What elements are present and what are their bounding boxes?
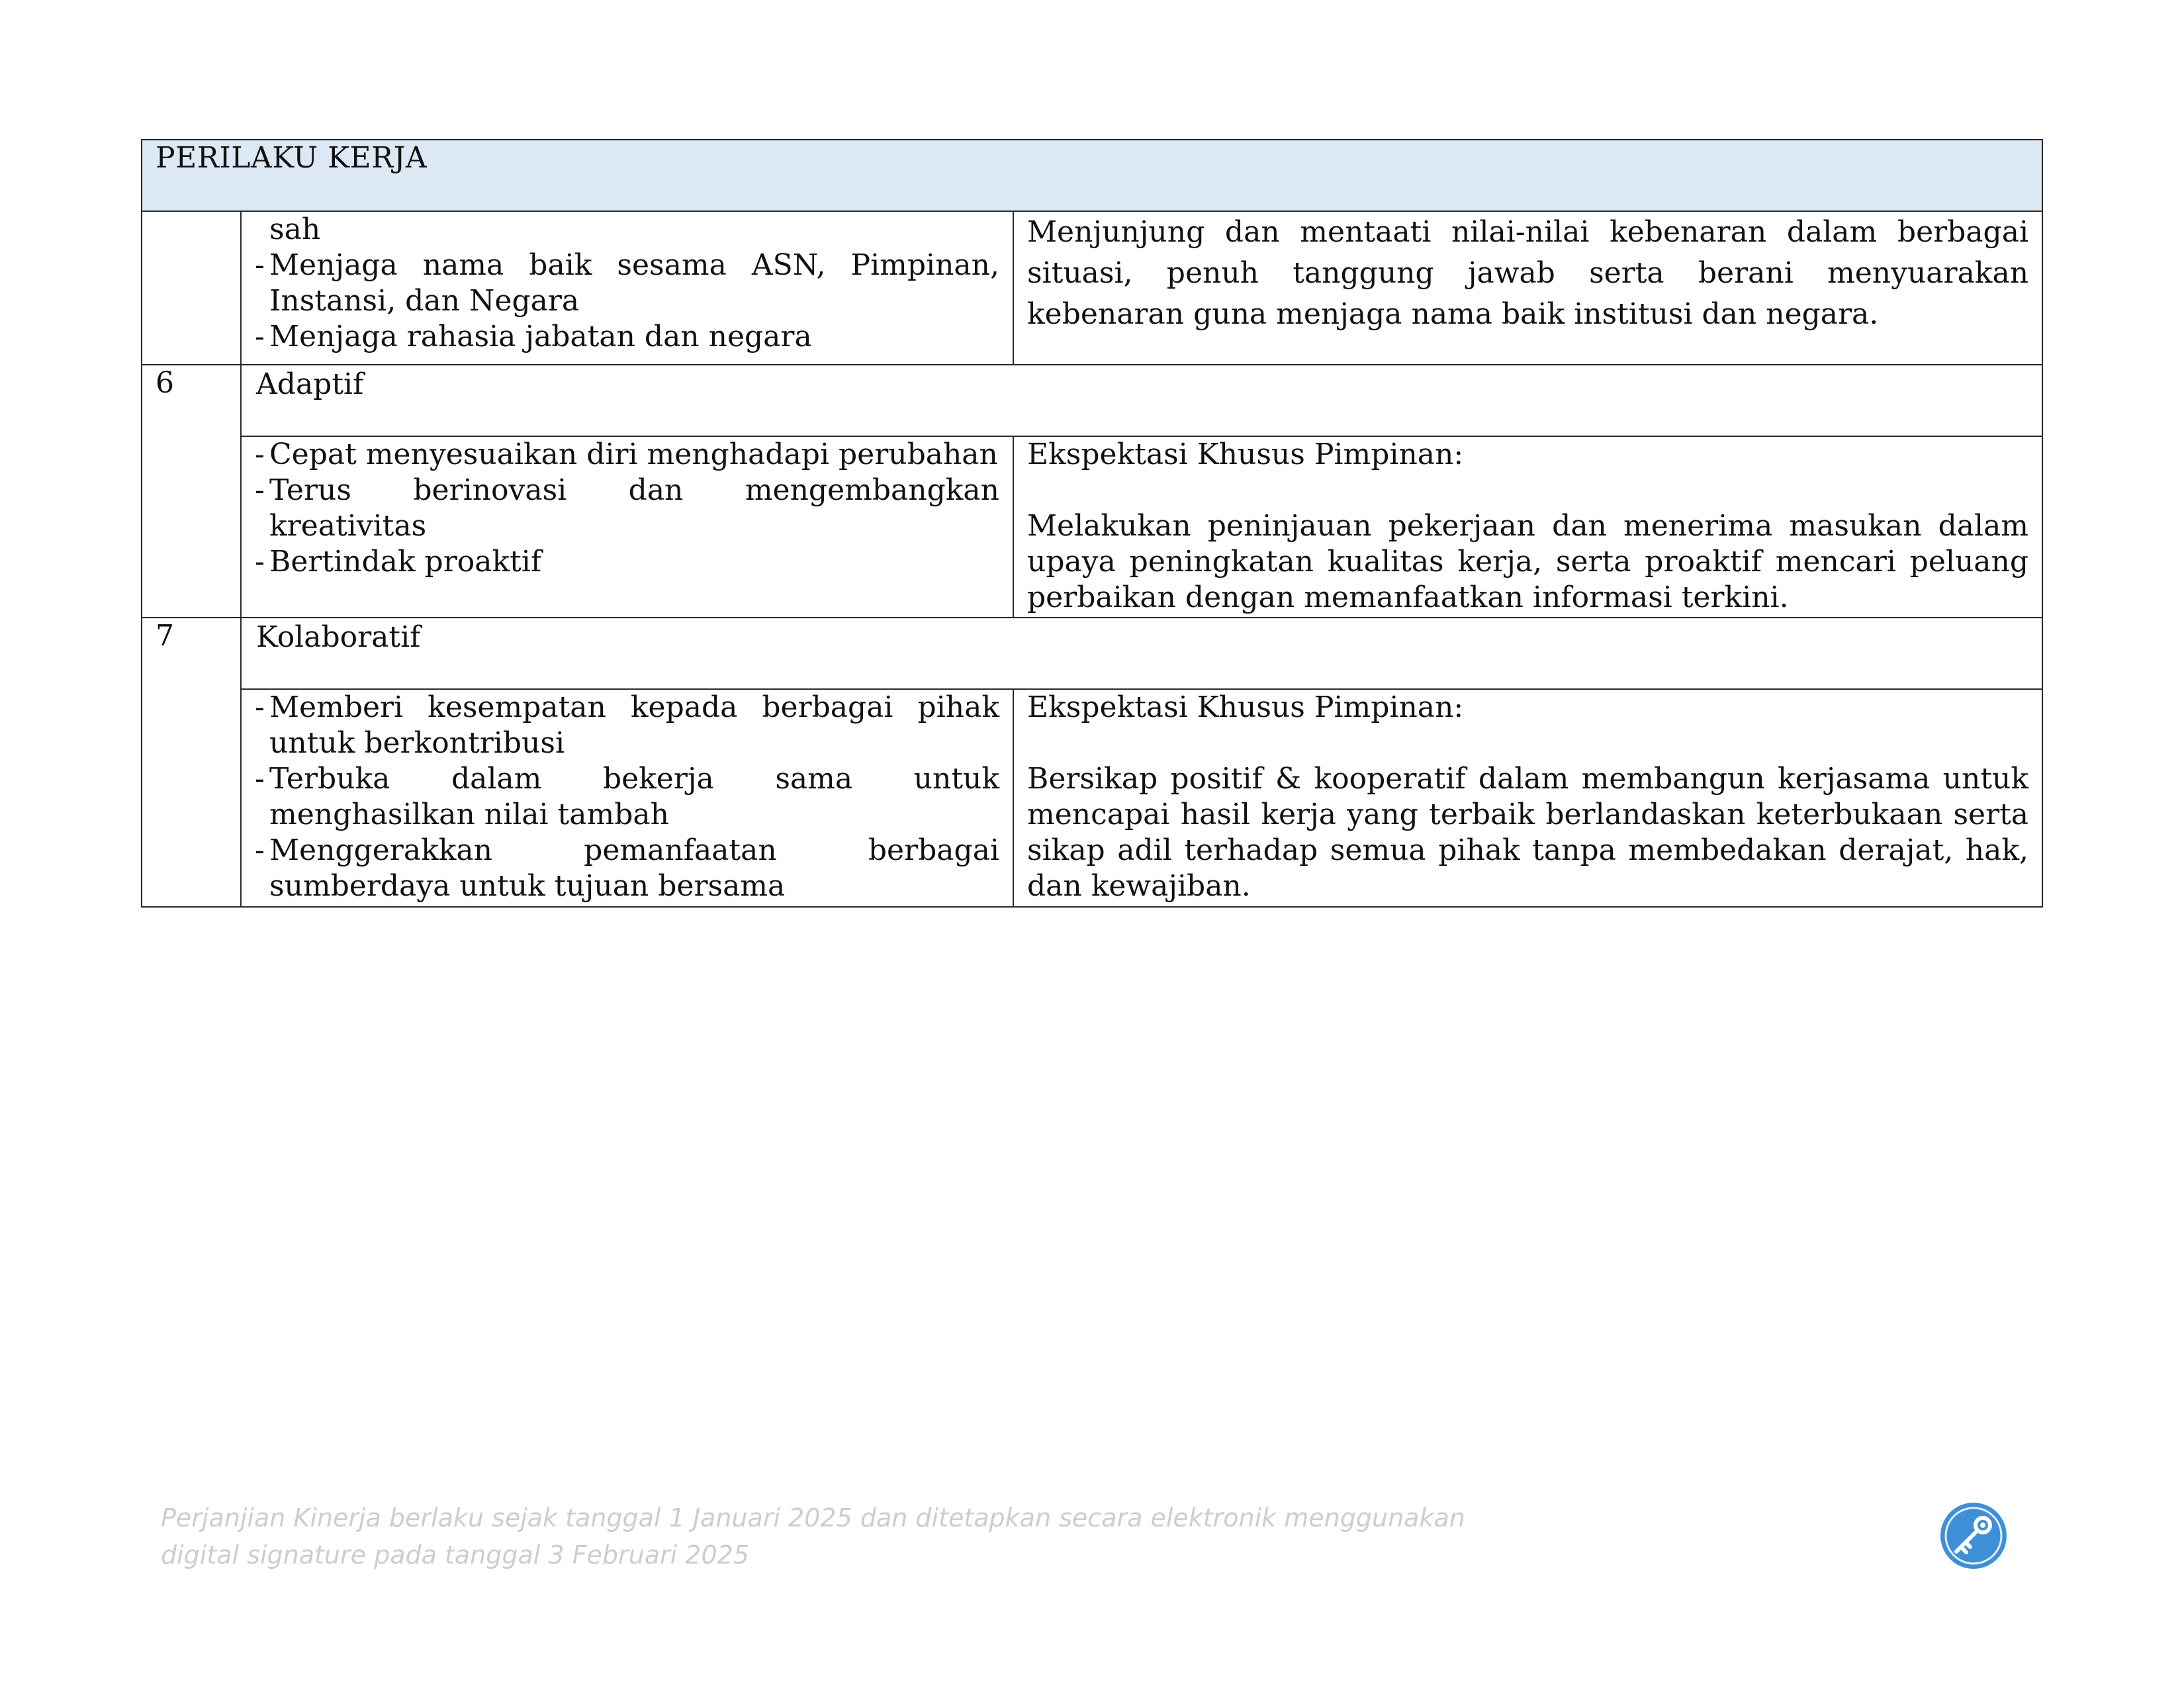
list-item: - Bertindak proaktif: [255, 544, 999, 580]
footer-line-2: digital signature pada tanggal 3 Februari 2025: [161, 1540, 749, 1570]
indicator-cell: [241, 689, 1013, 907]
footer-line-1: Perjanjian Kinerja berlaku sejak tanggal 1 Januari 2025 dan ditetapkan secara elektronik menggunakan: [161, 1503, 1465, 1532]
section-title: Kolaboratif: [241, 618, 2042, 689]
expectation-text: Menjunjung dan mentaati nilai-nilai kebenaran dalam berbagai situasi, penuh tanggung jawab serta berani menyuarakan kebenaran guna menjaga nama baik institusi dan negara.: [1027, 215, 2029, 331]
expectation-cell: [1013, 211, 2042, 365]
section-title: Adaptif: [241, 365, 2042, 436]
indicator-list: [255, 212, 999, 355]
table-header-row: [142, 140, 2042, 211]
indicator-cell: [241, 211, 1013, 365]
table-row-continued: [142, 211, 2042, 365]
section-body-row: [142, 436, 2042, 618]
list-item: sah: [269, 212, 321, 246]
section-title-row: [142, 365, 2042, 436]
section-title-row: [142, 618, 2042, 689]
signature-footer: [161, 1499, 1484, 1573]
list-item: - Terus berinovasi dan mengembangkan kreativitas: [255, 473, 999, 544]
list-item: - Menjaga nama baik sesama ASN, Pimpinan, Instansi, dan Negara: [255, 248, 999, 319]
expectation-text: Melakukan peninjauan pekerjaan dan menerima masukan dalam upaya peningkatan kualitas kerja, serta proaktif mencari peluang perbaikan dengan memanfaatkan informasi terkini.: [1027, 509, 2029, 614]
table-header: PERILAKU KERJA: [142, 140, 2042, 211]
perilaku-kerja-table: [141, 139, 2043, 908]
expectation-cell: [1013, 436, 2042, 618]
indicator-cell: [241, 436, 1013, 618]
number-cell-empty: [142, 211, 241, 365]
list-item: - Terbuka dalam bekerja sama untuk menghasilkan nilai tambah: [255, 761, 999, 833]
list-item: - Menggerakkan pemanfaatan berbagai sumberdaya untuk tujuan bersama: [255, 833, 999, 904]
indicator-list: [255, 690, 999, 904]
section-number: 6: [142, 365, 241, 618]
expectation-cell: [1013, 689, 2042, 907]
section-body-row: [142, 689, 2042, 907]
expectation-text: Bersikap positif & kooperatif dalam membangun kerjasama untuk mencapai hasil kerja yang terbaik berlandaskan keterbukaan serta sikap adil terhadap semua pihak tanpa membedakan derajat, hak, dan kewajiban.: [1027, 762, 2029, 903]
list-item: - Menjaga rahasia jabatan dan negara: [255, 319, 999, 355]
section-number: 7: [142, 618, 241, 907]
list-item: - Memberi kesempatan kepada berbagai pihak untuk berkontribusi: [255, 690, 999, 761]
indicator-list: [255, 437, 999, 580]
expectation-label: Ekspektasi Khusus Pimpinan:: [1027, 438, 1464, 471]
expectation-label: Ekspektasi Khusus Pimpinan:: [1027, 690, 1464, 724]
digital-signature-badge-icon: [1939, 1501, 2008, 1570]
list-item: - Cepat menyesuaikan diri menghadapi perubahan: [255, 437, 999, 473]
